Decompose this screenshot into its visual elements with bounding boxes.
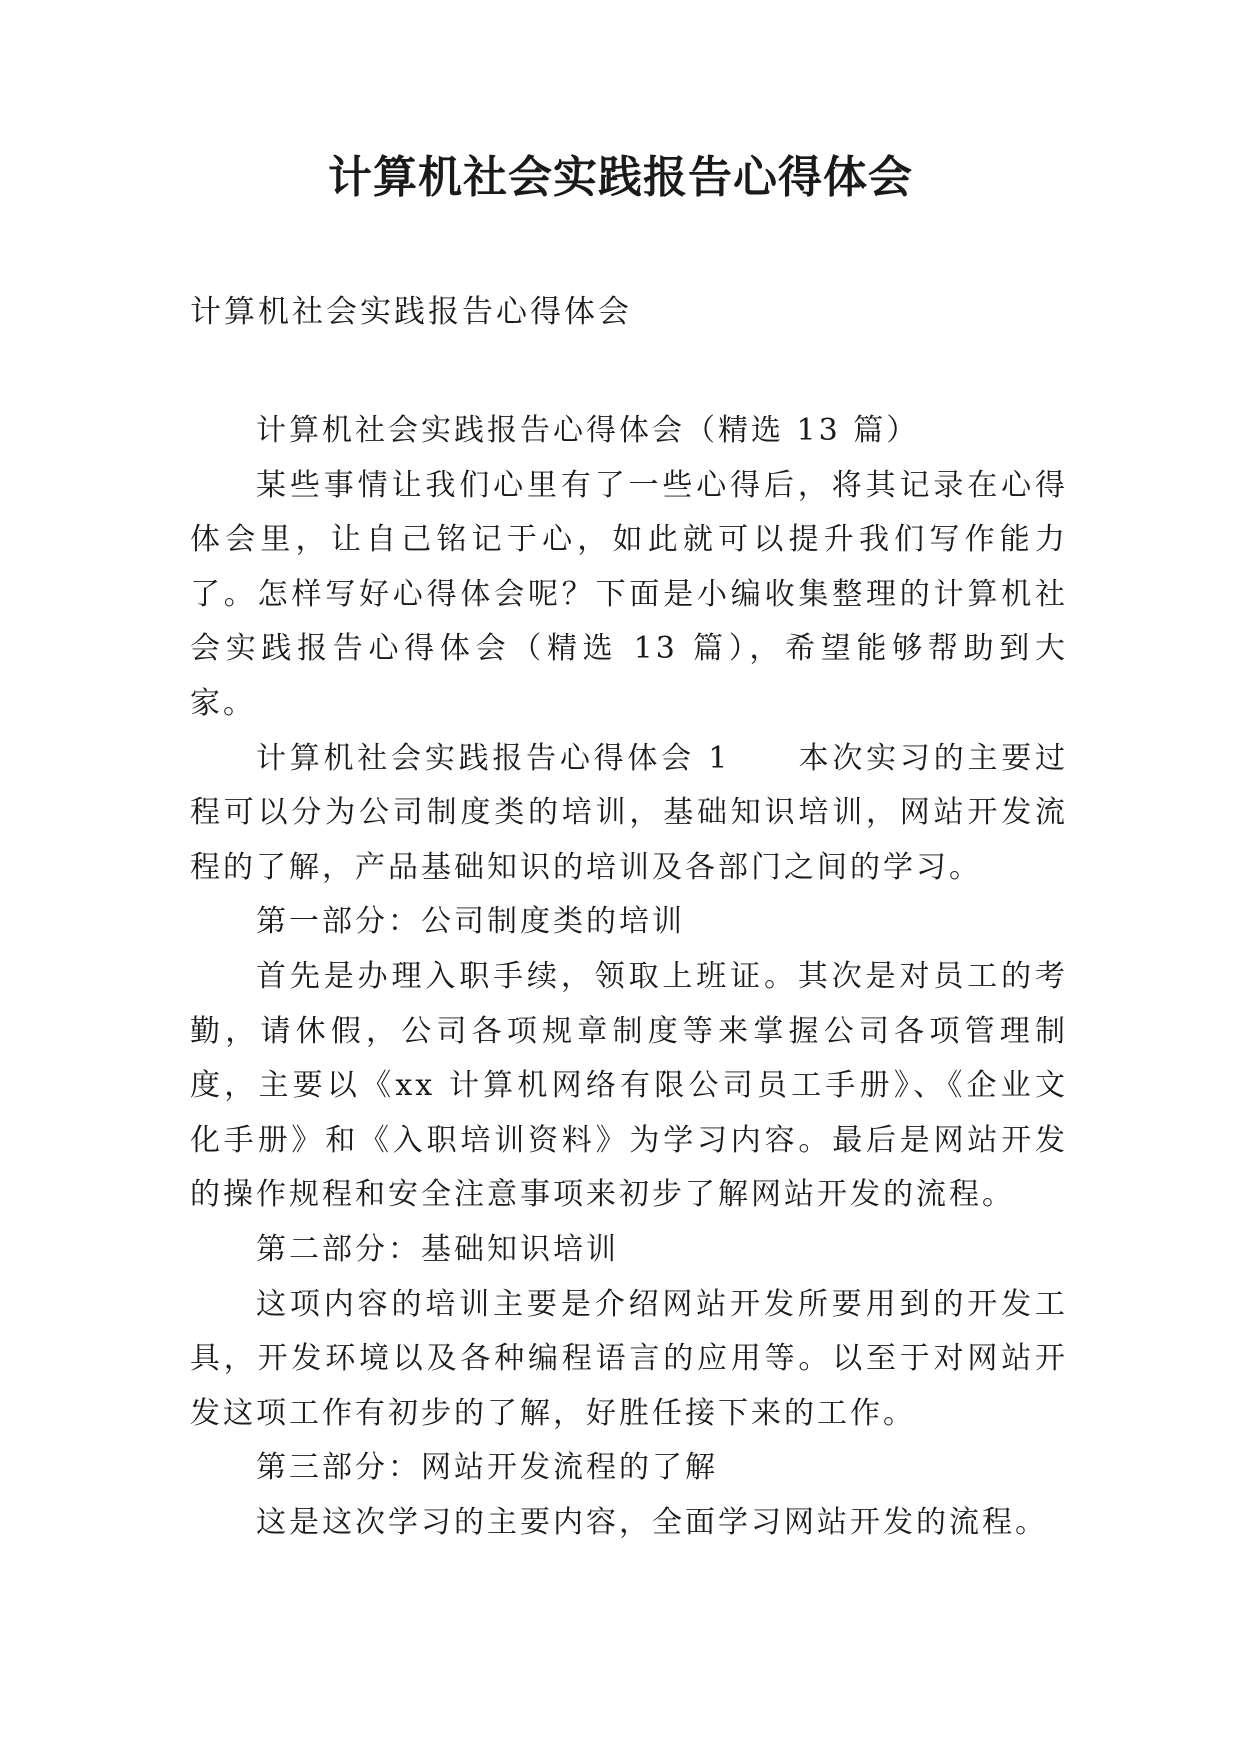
section-heading-part-2: 第二部分：基础知识培训 <box>256 1231 619 1267</box>
section-heading-part-3: 第三部分：网站开发流程的了解 <box>256 1450 718 1486</box>
paragraph-heading-selection: 计算机社会实践报告心得体会（精选 13 篇） <box>256 413 920 448</box>
paragraph-article-1: 计算机社会实践报告心得体会 1 本次实习的主要过程可以分为公司制度类的培训，基础知识培训，网站开发流程的了解，产品基础知识的培训及各部门之间的学习。 <box>190 740 1068 885</box>
document-subtitle: 计算机社会实践报告心得体会 <box>190 294 632 330</box>
paragraph-part-3: 这是这次学习的主要内容，全面学习网站开发的流程。 <box>256 1504 1048 1540</box>
paragraph-part-2: 这项内容的培训主要是介绍网站开发所要用到的开发工具，开发环境以及各种编程语言的应用等。以至于对网站开发这项工作有初步的了解，好胜任接下来的工作。 <box>190 1286 1068 1431</box>
paragraph-part-1: 首先是办理入职手续，领取上班证。其次是对员工的考勤，请休假，公司各项规章制度等来掌握公司各项管理制度，主要以《xx 计算机网络有限公司员工手册》、《企业文化手册》和《入职培训资料》为学习内容。最后是网站开发的操作规程和安全注意事项来初步了解网站开发的流程。 <box>190 958 1068 1213</box>
section-heading-part-1: 第一部分：公司制度类的培训 <box>256 904 685 940</box>
paragraph-intro: 某些事情让我们心里有了一些心得后，将其记录在心得体会里，让自己铭记于心，如此就可以提升我们写作能力了。怎样写好心得体会呢？下面是小编收集整理的计算机社会实践报告心得体会（精选 13 篇），希望能够帮助到大家。 <box>190 467 1068 721</box>
document-title: 计算机社会实践报告心得体会 <box>328 152 913 203</box>
document-body <box>190 404 1068 1550</box>
